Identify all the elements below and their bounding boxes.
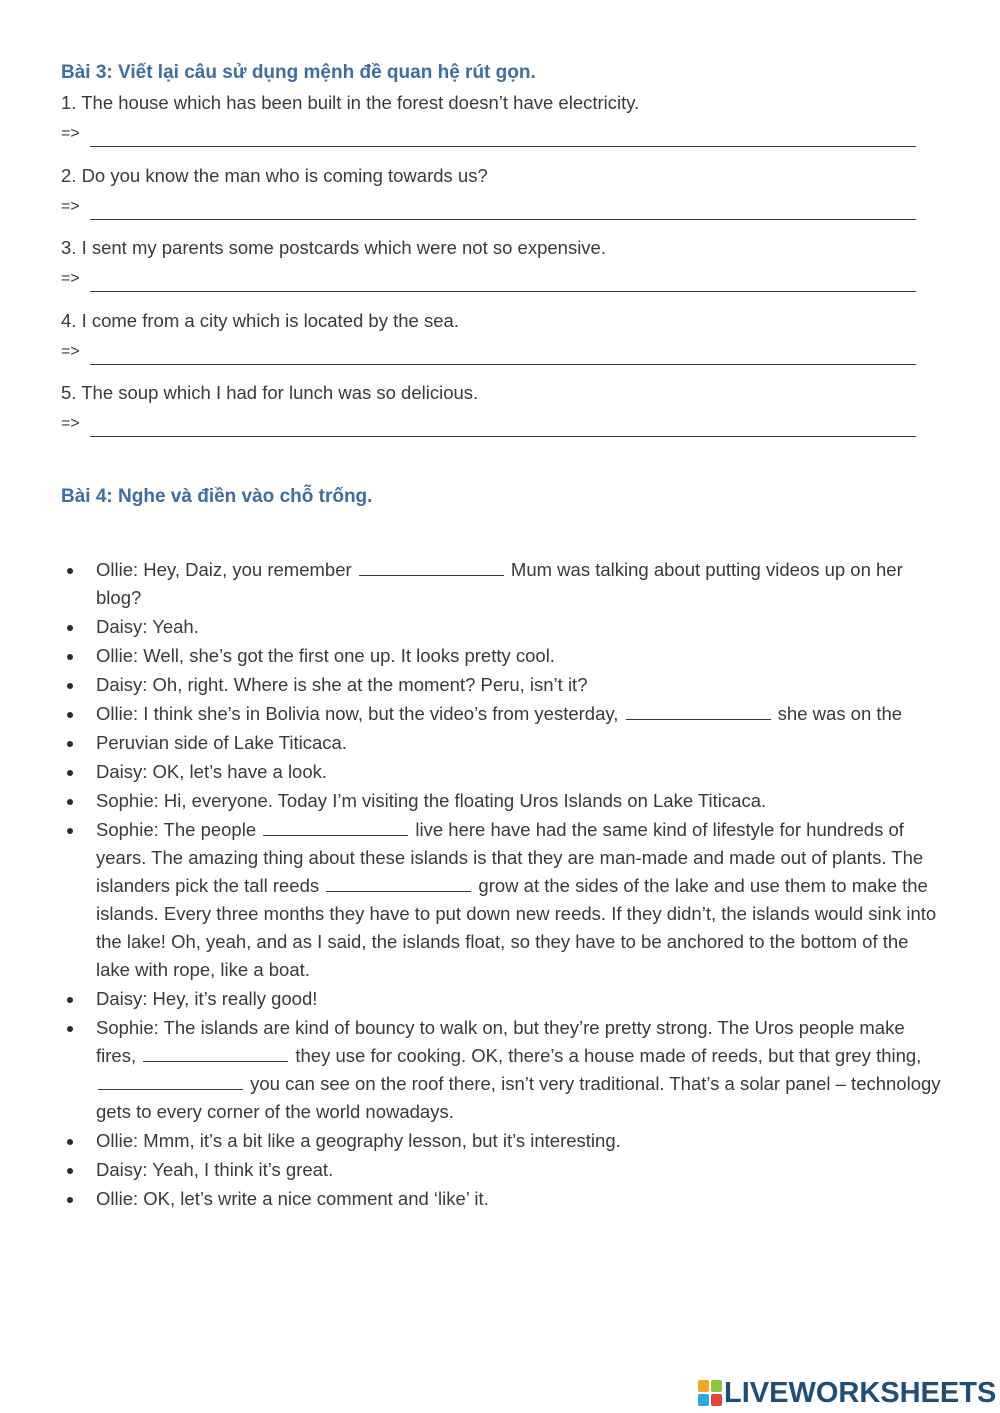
transcript-text: Sophie: The islands are kind of bouncy to walk on, but they’re pretty strong. The Uros people make fires, — [96, 1017, 905, 1066]
fill-in-blank[interactable] — [626, 707, 771, 720]
answer-input-line[interactable] — [90, 364, 916, 365]
bullet-icon — [67, 828, 73, 834]
transcript-text: they use for cooking. OK, there’s a house made of reeds, but that grey thing, — [290, 1045, 922, 1066]
transcript-text: Ollie: I think she’s in Bolivia now, but the video’s from yesterday, — [96, 703, 624, 724]
transcript-text: you can see on the roof there, isn’t very traditional. That’s a solar panel – technology gets to every corner of the world nowadays. — [96, 1073, 941, 1122]
transcript-line — [61, 1156, 941, 1184]
transcript-line — [61, 671, 941, 699]
fill-in-blank[interactable] — [98, 1077, 243, 1090]
liveworksheets-logo — [698, 1376, 996, 1410]
bullet-icon — [67, 799, 73, 805]
exercise4-heading: Bài 4: Nghe và điền vào chỗ trống. — [61, 486, 373, 507]
answer-prefix: => — [61, 342, 80, 360]
question-text: 2. Do you know the man who is coming towards us? — [61, 164, 488, 186]
bullet-icon — [67, 568, 73, 574]
answer-prefix: => — [61, 270, 80, 287]
bullet-icon — [67, 770, 73, 776]
transcript-text: Mum was talking about putting videos up on her blog? — [96, 559, 903, 608]
bullet-icon — [67, 625, 73, 631]
transcript-line — [61, 816, 941, 984]
answer-prefix: => — [61, 125, 80, 142]
transcript-text: Daisy: OK, let’s have a look. — [96, 761, 328, 782]
transcript-text: Ollie: OK, let’s write a nice comment and ‘like’ it. — [96, 1188, 489, 1209]
answer-prefix: => — [61, 415, 80, 432]
fill-in-blank[interactable] — [143, 1049, 288, 1062]
transcript-line — [61, 1014, 941, 1126]
answer-row — [61, 192, 921, 237]
transcript-text: she was on the — [772, 703, 903, 724]
transcript-text: Ollie: Well, she’s got the first one up. It looks pretty cool. — [96, 645, 555, 666]
bullet-icon — [67, 683, 73, 689]
exercise3-item — [61, 91, 921, 164]
answer-row — [61, 337, 921, 382]
fill-in-blank[interactable] — [326, 879, 471, 892]
transcript-text: Daisy: Hey, it’s really good! — [96, 988, 318, 1009]
transcript-line — [61, 556, 941, 612]
transcript-line — [61, 642, 941, 670]
transcript-line — [61, 787, 941, 815]
fill-in-blank[interactable] — [359, 563, 504, 576]
bullet-icon — [67, 1168, 73, 1174]
logo-mark-icon — [698, 1380, 722, 1406]
transcript-text: Daisy: Oh, right. Where is she at the moment? Peru, isn’t it? — [96, 674, 588, 695]
exercise3-item — [61, 309, 921, 382]
transcript-line — [61, 985, 941, 1013]
transcript-text: Sophie: The people — [96, 819, 262, 840]
bullet-icon — [67, 1026, 73, 1032]
transcript-line — [61, 758, 941, 786]
fill-in-blank[interactable] — [263, 823, 408, 836]
transcript-text: Daisy: Yeah. — [96, 616, 199, 637]
bullet-icon — [67, 997, 73, 1003]
exercise3-item — [61, 164, 921, 237]
transcript-text: Ollie: Hey, Daiz, you remember — [96, 559, 357, 580]
transcript-text: Ollie: Mmm, it’s a bit like a geography lesson, but it’s interesting. — [96, 1130, 621, 1151]
bullet-icon — [67, 712, 73, 718]
transcript-line — [61, 1127, 941, 1155]
question-text: 4. I come from a city which is located by the sea. — [61, 309, 459, 331]
transcript-text: live here have had the same kind of lifestyle for hundreds of years. The amazing thing about these islands is that they are man-made and made out of plants. The islanders pick the tall reeds — [96, 819, 924, 896]
transcript-text: grow at the sides of the lake and use them to make the islands. Every three months they have to put down new reeds. If they didn’t, the islands would sink into the lake! Oh, yeah, and as I said, the islands float, so they have to be anchored to the bottom of the lake with rope, like a boat. — [96, 875, 937, 980]
logo-text: LIVEWORKSHEETS — [724, 1376, 997, 1409]
answer-input-line[interactable] — [90, 436, 916, 437]
answer-input-line[interactable] — [90, 219, 916, 220]
transcript-line — [61, 729, 941, 757]
answer-row — [61, 409, 921, 454]
bullet-icon — [67, 1197, 73, 1203]
exercise4-transcript — [61, 556, 941, 1214]
bullet-icon — [67, 1139, 73, 1145]
question-text: 3. I sent my parents some postcards which were not so expensive. — [61, 237, 606, 258]
answer-prefix: => — [61, 197, 80, 215]
transcript-text: Sophie: Hi, everyone. Today I’m visiting the floating Uros Islands on Lake Titicaca. — [96, 790, 767, 811]
exercise3-questions — [61, 91, 921, 454]
question-text: 5. The soup which I had for lunch was so delicious. — [61, 382, 479, 403]
bullet-icon — [67, 654, 73, 660]
answer-row — [61, 119, 921, 164]
transcript-line — [61, 700, 941, 728]
answer-input-line[interactable] — [90, 146, 916, 147]
transcript-line — [61, 1185, 941, 1213]
bullet-icon — [67, 741, 73, 747]
exercise3-item — [61, 236, 921, 309]
transcript-text: Peruvian side of Lake Titicaca. — [96, 732, 347, 753]
exercise3-heading: Bài 3: Viết lại câu sử dụng mệnh đề quan hệ rút gọn. — [61, 62, 536, 83]
answer-row — [61, 264, 921, 309]
answer-input-line[interactable] — [90, 291, 916, 292]
question-text: 1. The house which has been built in the forest doesn’t have electricity. — [61, 92, 640, 113]
exercise3-item — [61, 381, 921, 454]
transcript-line — [61, 613, 941, 641]
transcript-text: Daisy: Yeah, I think it’s great. — [96, 1159, 334, 1180]
